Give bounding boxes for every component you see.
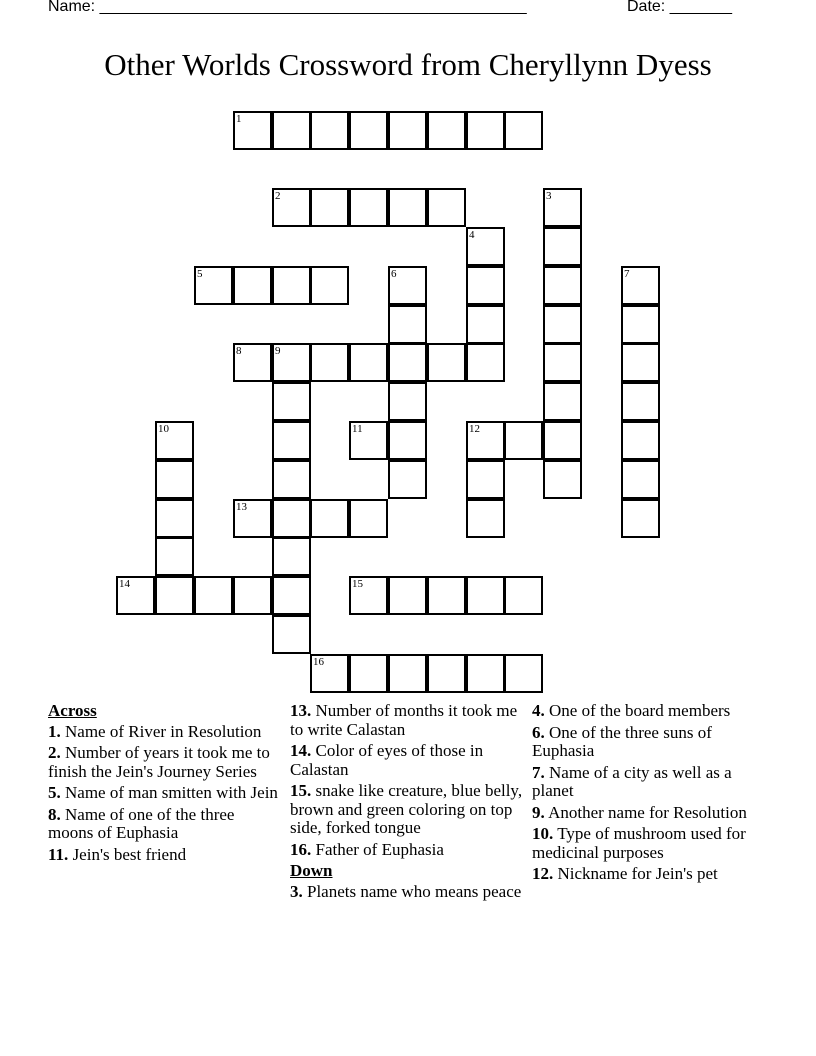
grid-cell[interactable] [466,460,505,499]
clue-number: 10 [158,423,169,435]
grid-cell[interactable] [272,421,311,460]
name-field[interactable]: Name: ________________________________________________ [48,0,527,15]
clue-across-8: 8. Name of one of the three moons of Euphasia [48,804,235,842]
clue-across-15: 15. snake like creature, blue belly, brown and green coloring on top side, forked tongue [290,781,523,837]
clue-down-6: 6. One of the three suns of Euphasia [532,722,712,760]
grid-cell[interactable] [543,266,582,305]
grid-cell[interactable] [155,460,194,499]
grid-cell[interactable] [543,421,582,460]
grid-cell[interactable] [543,305,582,344]
grid-cell[interactable] [155,421,194,460]
clue-across-5: 5. Name of man smitten with Jein [48,783,278,802]
clue-number: 6 [391,268,397,280]
grid-cell[interactable] [621,266,660,305]
grid-cell[interactable] [466,343,505,382]
grid-cell[interactable] [233,111,272,150]
clue-down-3: 3. Planets name who means peace [290,881,522,901]
grid-cell[interactable] [504,421,543,460]
grid-cell[interactable] [466,266,505,305]
grid-cell[interactable] [388,188,427,227]
grid-cell[interactable] [466,111,505,150]
grid-cell[interactable] [388,343,427,382]
grid-cell[interactable] [504,654,543,693]
grid-cell[interactable] [543,227,582,266]
grid-cell[interactable] [621,343,660,382]
clue-number: 2 [275,190,281,202]
grid-cell[interactable] [272,111,311,150]
grid-cell[interactable] [543,188,582,227]
grid-cell[interactable] [621,421,660,460]
clue-down-10: 10. Type of mushroom used for medicinal purposes [532,824,746,862]
clues-column-1 [48,702,280,867]
clue-number: 16 [313,656,324,668]
clue-down-12: 12. Nickname for Jein's pet [532,864,718,883]
grid-cell[interactable] [504,111,543,150]
clue-across-1: 1. Name of River in Resolution [48,721,262,741]
grid-cell[interactable] [349,188,388,227]
grid-cell[interactable] [427,111,466,150]
grid-cell[interactable] [349,343,388,382]
clue-number: 9 [275,345,281,357]
grid-cell[interactable] [621,460,660,499]
grid-cell[interactable] [621,305,660,344]
grid-cell[interactable] [272,382,311,421]
grid-cell[interactable] [310,266,349,305]
grid-cell[interactable] [349,576,388,615]
grid-cell[interactable] [388,460,427,499]
grid-cell[interactable] [155,576,194,615]
grid-cell[interactable] [310,654,349,693]
grid-cell[interactable] [155,537,194,576]
grid-cell[interactable] [349,654,388,693]
clue-number: 14 [119,578,130,590]
grid-cell[interactable] [466,421,505,460]
grid-cell[interactable] [272,188,311,227]
grid-cell[interactable] [543,460,582,499]
grid-cell[interactable] [427,576,466,615]
across-heading: Across [48,701,97,720]
grid-cell[interactable] [272,615,311,654]
grid-cell[interactable] [272,460,311,499]
grid-cell[interactable] [194,266,233,305]
grid-cell[interactable] [466,305,505,344]
clue-number: 15 [352,578,363,590]
clue-across-2: 2. Number of years it took me to finish the Jein's Journey Series [48,743,270,781]
grid-cell[interactable] [427,654,466,693]
clue-number: 1 [236,113,242,125]
grid-cell[interactable] [466,227,505,266]
grid-cell[interactable] [543,382,582,421]
grid-cell[interactable] [427,343,466,382]
grid-cell[interactable] [388,654,427,693]
grid-cell[interactable] [233,343,272,382]
grid-cell[interactable] [233,576,272,615]
clues-column-3 [532,702,772,887]
clue-number: 8 [236,345,242,357]
grid-cell[interactable] [621,382,660,421]
clue-across-14: 14. Color of eyes of those in Calastan [290,741,484,779]
grid-cell[interactable] [466,576,505,615]
grid-cell[interactable] [310,111,349,150]
clue-number: 7 [624,268,630,280]
grid-cell[interactable] [427,188,466,227]
clue-number: 5 [197,268,203,280]
grid-cell[interactable] [272,499,311,538]
grid-cell[interactable] [466,654,505,693]
grid-cell[interactable] [349,111,388,150]
page-title: Other Worlds Crossword from Cheryllynn Dyess [104,47,712,82]
grid-cell[interactable] [388,266,427,305]
grid-cell[interactable] [466,499,505,538]
grid-cell[interactable] [388,305,427,344]
grid-cell[interactable] [621,499,660,538]
grid-cell[interactable] [116,576,155,615]
grid-cell[interactable] [388,382,427,421]
grid-cell[interactable] [388,111,427,150]
grid-cell[interactable] [155,499,194,538]
clue-down-7: 7. Name of a city as well as a planet [532,762,732,800]
grid-cell[interactable] [310,343,349,382]
clue-across-13: 13. Number of months it took me to write Calastan [290,701,518,739]
grid-cell[interactable] [272,576,311,615]
clue-down-9: 9. Another name for Resolution [532,802,747,822]
grid-cell[interactable] [310,188,349,227]
clue-number: 13 [236,501,247,513]
clues-column-2 [290,702,526,904]
grid-cell[interactable] [349,421,388,460]
date-field[interactable]: Date: _______ [627,0,732,15]
clue-across-16: 16. Father of Euphasia [290,839,444,859]
clue-down-4: 4. One of the board members [532,701,731,720]
grid-cell[interactable] [233,499,272,538]
clue-number: 11 [352,423,363,435]
grid-cell[interactable] [349,499,388,538]
grid-cell[interactable] [272,537,311,576]
grid-cell[interactable] [504,576,543,615]
grid-cell[interactable] [310,499,349,538]
clue-number: 12 [469,423,480,435]
grid-cell[interactable] [543,343,582,382]
clue-number: 3 [546,190,552,202]
grid-cell[interactable] [388,576,427,615]
grid-cell[interactable] [194,576,233,615]
down-heading: Down [290,861,333,880]
clue-number: 4 [469,229,475,241]
grid-cell[interactable] [233,266,272,305]
clue-across-11: 11. Jein's best friend [48,844,187,864]
grid-cell[interactable] [272,343,311,382]
grid-cell[interactable] [272,266,311,305]
grid-cell[interactable] [388,421,427,460]
